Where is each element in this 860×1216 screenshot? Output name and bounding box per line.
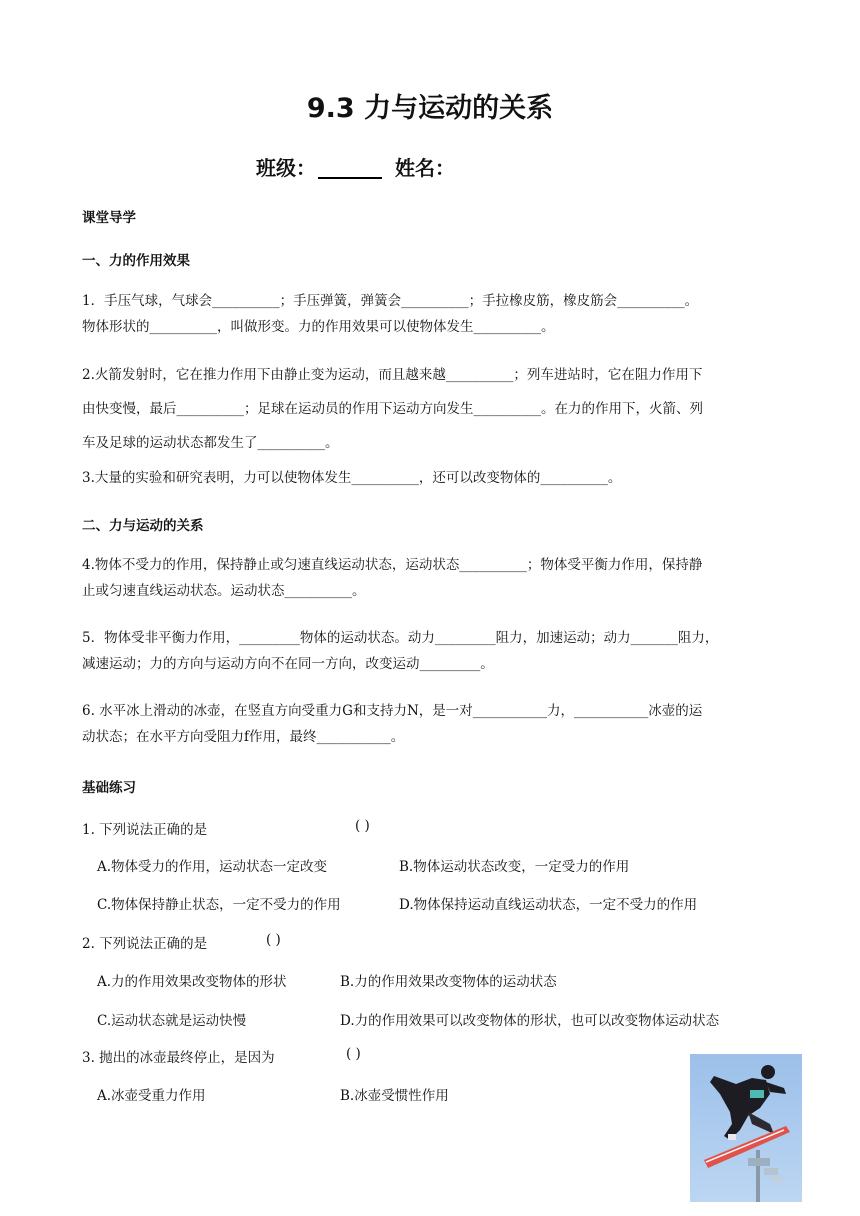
q4-line-2: 止或匀速直线运动状态。运动状态__________。 (82, 583, 366, 599)
name-label: 姓名： (394, 156, 455, 180)
practice-q1-option-b[interactable]: B.物体运动状态改变，一定受力的作用 (399, 859, 630, 875)
section-heading-guide: 课堂导学 (82, 210, 136, 226)
class-blank[interactable] (318, 157, 382, 179)
practice-q1-answer-paren[interactable]: ( ) (355, 818, 370, 834)
question-2 (82, 360, 703, 462)
part2-heading: 二、力与运动的关系 (82, 518, 204, 534)
practice-q3-stem: 3. 抛出的冰壶最终停止，是因为 (82, 1050, 275, 1066)
q2-line-3: 车及足球的运动状态都发生了__________。 (82, 435, 339, 451)
practice-q2-stem: 2. 下列说法正确的是 (82, 936, 208, 952)
question-1 (82, 288, 698, 340)
practice-q3-option-a[interactable]: A.冰壶受重力作用 (97, 1088, 206, 1104)
snowboarder-photo (690, 1054, 802, 1202)
practice-q2-option-c[interactable]: C.运动状态就是运动快慢 (97, 1013, 247, 1029)
class-name-line (256, 152, 455, 181)
section-heading-practice: 基础练习 (82, 780, 136, 796)
practice-q2-answer-paren[interactable]: ( ) (266, 932, 281, 948)
q3-line-1: 3.大量的实验和研究表明，力可以使物体发生__________，还可以改变物体的__________。 (82, 470, 622, 486)
q5-line-2: 减速运动；力的方向与运动方向不在同一方向，改变运动_________。 (82, 656, 494, 672)
practice-q3-answer-paren[interactable]: ( ) (346, 1046, 361, 1062)
part1-heading: 一、力的作用效果 (82, 253, 190, 269)
practice-q2-option-b[interactable]: B.力的作用效果改变物体的运动状态 (340, 974, 557, 990)
q2-line-1: 2.火箭发射时，它在推力作用下由静止变为运动，而且越来越__________；列车进站时，它在阻力作用下 (82, 367, 703, 383)
q5-line-1: 5．物体受非平衡力作用，_________物体的运动状态。动力_________阻力，加速运动；动力_______阻力， (82, 630, 719, 646)
q6-line-1: 6. 水平冰上滑动的冰壶，在竖直方向受重力G和支持力N，是一对___________力，___________冰壶的运 (82, 703, 703, 719)
practice-q1-option-a[interactable]: A.物体受力的作用，运动状态一定改变 (97, 859, 328, 875)
page-title: 9.3 力与运动的关系 (306, 93, 554, 124)
question-4 (82, 552, 702, 604)
q2-line-2: 由快变慢，最后__________；足球在运动员的作用下运动方向发生__________。在力的作用下，火箭、列 (82, 401, 703, 417)
practice-q1-option-d[interactable]: D.物体保持运动直线运动状态，一定不受力的作用 (399, 897, 698, 913)
q1-line-2: 物体形状的__________，叫做形变。力的作用效果可以使物体发生__________。 (82, 319, 555, 335)
q4-line-1: 4.物体不受力的作用，保持静止或匀速直线运动状态，运动状态__________；物体受平衡力作用，保持静 (82, 557, 703, 573)
practice-q2-option-a[interactable]: A.力的作用效果改变物体的形状 (97, 974, 287, 990)
q1-line-1: 1．手压气球，气球会__________；手压弹簧，弹簧会__________；手拉橡皮筋，橡皮筋会__________。 (82, 293, 699, 309)
snowboarder-icon (690, 1054, 802, 1202)
q6-line-2: 动状态；在水平方向受阻力f作用，最终___________。 (82, 729, 405, 745)
question-3 (82, 465, 621, 491)
practice-q1-stem: 1. 下列说法正确的是 (82, 822, 208, 838)
question-5 (82, 625, 718, 677)
question-6 (82, 698, 702, 750)
practice-q2-option-d[interactable]: D.力的作用效果可以改变物体的形状，也可以改变物体运动状态 (340, 1013, 720, 1029)
class-label: 班级： (256, 156, 316, 180)
practice-q3-option-b[interactable]: B.冰壶受惯性作用 (340, 1088, 449, 1104)
practice-q1-option-c[interactable]: C.物体保持静止状态，一定不受力的作用 (97, 897, 341, 913)
